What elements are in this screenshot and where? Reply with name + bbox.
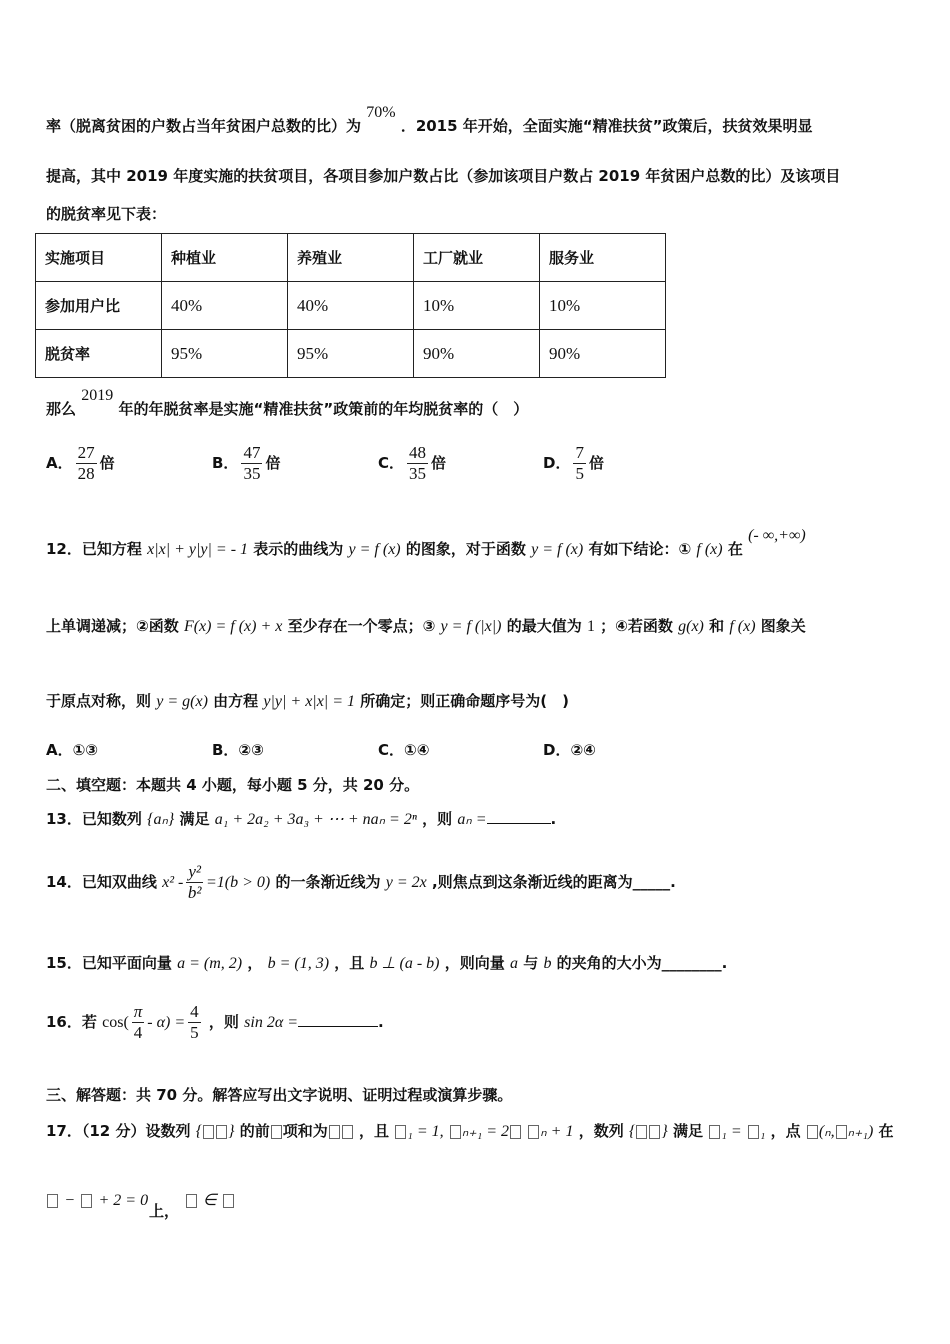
q17-line-1 xyxy=(46,1120,894,1141)
project-table xyxy=(35,233,666,378)
q12-text: 有如下结论：① xyxy=(588,540,692,558)
equation: b xyxy=(543,955,552,972)
equation: ₙ₊₁) xyxy=(847,1123,874,1140)
table-cell: 40% xyxy=(288,282,414,330)
fraction xyxy=(188,1002,201,1043)
equation: g(x) xyxy=(678,618,704,635)
q13-text: 13．已知数列 xyxy=(46,810,142,828)
option-label: C． xyxy=(378,454,405,472)
q11-option-c[interactable] xyxy=(378,443,446,484)
numerator: y² xyxy=(188,862,201,881)
option-unit: 倍 xyxy=(265,454,281,472)
fraction xyxy=(407,443,428,484)
q15-text: ，且 xyxy=(334,954,365,972)
equation: b ⊥ (a - b) xyxy=(369,955,440,972)
answer-blank[interactable] xyxy=(487,811,551,824)
intro-line-2: 提高，其中 2019 年度实施的扶贫项目，各项目参加户数占比（参加该项目户数占 2019 年贫困户总数的比）及该项目 xyxy=(46,167,841,185)
q13-text: . xyxy=(550,810,557,828)
table-cell: 40% xyxy=(162,282,288,330)
year-2019: 2019 xyxy=(81,387,114,404)
interval: (- ∞,+∞) xyxy=(748,527,806,544)
equation: a = (m, 2) xyxy=(177,955,243,972)
equation: + 2 = 0 xyxy=(98,1192,149,1209)
missing-glyph xyxy=(81,1194,92,1208)
section-2-heading: 二、填空题：本题共 4 小题，每小题 5 分，共 20 分。 xyxy=(46,776,420,794)
seq-b-symbol: { } xyxy=(628,1123,668,1140)
q16-text: 16．若 xyxy=(46,1013,97,1031)
q17-line-2-end: 上， xyxy=(149,1202,180,1220)
numerator: 27 xyxy=(77,443,95,462)
table-row xyxy=(36,282,666,330)
equation: a xyxy=(509,955,518,972)
missing-glyph xyxy=(709,1125,720,1139)
fraction xyxy=(573,443,586,484)
numerator: 47 xyxy=(243,443,261,462)
equation: y = f (x) xyxy=(348,541,401,558)
missing-glyph xyxy=(203,1125,214,1139)
missing-glyph xyxy=(510,1125,521,1139)
missing-glyph xyxy=(450,1125,461,1139)
missing-glyph xyxy=(649,1125,660,1139)
missing-glyph xyxy=(271,1125,282,1139)
q12-line-3 xyxy=(46,690,569,711)
option-label: B． xyxy=(212,454,239,472)
equation: - α) = xyxy=(147,1014,186,1031)
denominator: 35 xyxy=(243,464,261,483)
equation: b = (1, 3) xyxy=(267,955,330,972)
fraction xyxy=(132,1002,145,1043)
missing-glyph xyxy=(329,1125,340,1139)
equation: ₙ + 1 xyxy=(540,1123,574,1140)
q12-text: 表示的曲线为 xyxy=(253,540,344,558)
table-cell: 90% xyxy=(414,330,540,378)
q11-option-a[interactable] xyxy=(46,443,115,484)
denominator: b² xyxy=(187,883,202,902)
q17-text: 满足 xyxy=(673,1122,704,1140)
q13 xyxy=(46,808,556,829)
q11-option-b[interactable] xyxy=(212,443,280,484)
q12-text: 所确定；则正确命题序号为( ) xyxy=(360,692,569,710)
q17-text: 在 xyxy=(878,1122,894,1140)
numerator: π xyxy=(133,1002,143,1021)
equation: cos( xyxy=(102,1014,129,1031)
intro-line-1 xyxy=(46,104,813,136)
q12-text: 12．已知方程 xyxy=(46,540,142,558)
q16 xyxy=(46,1002,384,1043)
missing-glyph xyxy=(342,1125,353,1139)
table-header-cell: 服务业 xyxy=(540,234,666,282)
equation: sin 2α = xyxy=(244,1014,299,1031)
equation: − xyxy=(64,1192,76,1209)
equation: x|x| + y|y| = - 1 xyxy=(147,541,249,558)
numerator: 48 xyxy=(409,443,427,462)
q17-text: ，数列 xyxy=(578,1122,624,1140)
q15-text: 的夹角的大小为________. xyxy=(556,954,728,972)
missing-glyph xyxy=(216,1125,227,1139)
option-label: A． xyxy=(46,454,73,472)
numerator: 4 xyxy=(190,1002,199,1021)
equation: ₙ₊₁ = 2 xyxy=(461,1123,510,1140)
equation: ₁ = 1, xyxy=(407,1123,444,1140)
denominator: 28 xyxy=(77,464,95,483)
table-cell: 90% xyxy=(540,330,666,378)
equation: y = 2x xyxy=(385,874,427,891)
q11-text: 那么 xyxy=(46,400,77,418)
intro-text: ．2015 年开始，全面实施“精准扶贫”政策后，扶贫效果明显 xyxy=(400,117,813,135)
table-cell: 10% xyxy=(540,282,666,330)
q16-text: ，则 xyxy=(208,1013,239,1031)
table-header-row xyxy=(36,234,666,282)
denominator: 4 xyxy=(133,1023,143,1042)
q11-stem xyxy=(46,387,529,419)
option-unit: 倍 xyxy=(431,454,447,472)
table-cell: 95% xyxy=(288,330,414,378)
equation: ₁ = xyxy=(721,1123,742,1140)
equation: {aₙ} xyxy=(147,811,175,828)
denominator: 5 xyxy=(190,1023,199,1042)
q14 xyxy=(46,862,676,903)
section-3-heading: 三、解答题：共 70 分。解答应写出文字说明、证明过程或演算步骤。 xyxy=(46,1086,513,1104)
q12-option-a[interactable]: A．①③ xyxy=(46,741,99,759)
q14-text: ,则焦点到这条渐近线的距离为_____. xyxy=(431,873,676,891)
q12-text: 上单调递减；②函数 xyxy=(46,617,179,635)
table-cell: 10% xyxy=(414,282,540,330)
missing-glyph xyxy=(807,1125,818,1139)
q17-text: 的前 xyxy=(239,1122,270,1140)
q15-text: 15．已知平面向量 xyxy=(46,954,172,972)
q12-line-1 xyxy=(46,527,806,559)
denominator: 35 xyxy=(409,464,427,483)
q12-text: 的最大值为 xyxy=(506,617,582,635)
table-header-cell: 实施项目 xyxy=(36,234,162,282)
equation: aₙ = xyxy=(457,811,487,828)
q17-line-2 xyxy=(46,1190,235,1210)
q12-text: ；④若函数 xyxy=(600,617,673,635)
q17-text: ，点 xyxy=(770,1122,801,1140)
intro-line-3: 的脱贫率见下表： xyxy=(46,205,167,223)
equation: f (x) xyxy=(696,541,723,558)
fraction xyxy=(76,443,97,484)
missing-glyph xyxy=(223,1194,234,1208)
missing-glyph xyxy=(528,1125,539,1139)
rate-70: 70% xyxy=(366,104,396,121)
q15-text: 与 xyxy=(523,954,539,972)
denominator: 5 xyxy=(575,464,584,483)
option-label: D． xyxy=(543,454,571,472)
option-unit: 倍 xyxy=(99,454,115,472)
equation: ∈ xyxy=(202,1192,217,1209)
q15-text: ， xyxy=(247,954,263,972)
table-row-label: 脱贫率 xyxy=(36,330,162,378)
q16-text: . xyxy=(378,1013,384,1031)
equation: a₁ + 2a₂ + 3a₃ + ⋯ + naₙ = 2ⁿ xyxy=(214,811,417,828)
q12-text: 的图象，对于函数 xyxy=(405,540,526,558)
q12-text: 由方程 xyxy=(213,692,259,710)
table-row-label: 参加用户比 xyxy=(36,282,162,330)
q12-text: 和 xyxy=(709,617,725,635)
equation: y = f (x) xyxy=(531,541,584,558)
equation: y|y| + x|x| = 1 xyxy=(263,693,355,710)
fraction xyxy=(241,443,262,484)
q15-text: ，则向量 xyxy=(444,954,505,972)
q12-text: 图象关 xyxy=(760,617,806,635)
table-header-cell: 养殖业 xyxy=(288,234,414,282)
seq-a-symbol: { } xyxy=(195,1123,235,1140)
q12-option-b[interactable]: B．②③ xyxy=(212,741,264,759)
q15 xyxy=(46,952,727,973)
table-header-cell: 工厂就业 xyxy=(414,234,540,282)
q12-option-d[interactable]: D．②④ xyxy=(543,741,596,759)
q12-option-c[interactable]: C．①④ xyxy=(378,741,430,759)
q14-text: 的一条渐近线为 xyxy=(275,873,381,891)
q12-text: 于原点对称，则 xyxy=(46,692,152,710)
table-row xyxy=(36,330,666,378)
intro-text: 率（脱离贫困的户数占当年贫困户总数的比）为 xyxy=(46,117,362,135)
q12-text: 至少存在一个零点；③ xyxy=(287,617,436,635)
answer-blank[interactable] xyxy=(298,1014,378,1027)
q12-line-2 xyxy=(46,615,806,636)
number: 1 xyxy=(586,618,595,635)
q12-text: 在 xyxy=(727,540,743,558)
q14-text: 14．已知双曲线 xyxy=(46,873,157,891)
missing-glyph xyxy=(836,1125,847,1139)
q17-text: 项和为 xyxy=(282,1122,328,1140)
equation: f (x) xyxy=(729,618,756,635)
q11-option-d[interactable] xyxy=(543,443,604,484)
missing-glyph xyxy=(186,1194,197,1208)
equation: y = f (|x|) xyxy=(440,618,502,635)
option-unit: 倍 xyxy=(588,454,604,472)
q13-text: ，则 xyxy=(422,810,453,828)
missing-glyph xyxy=(395,1125,406,1139)
equation: ₁ xyxy=(759,1123,766,1140)
q11-text: 年的年脱贫率是实施“精准扶贫”政策前的年均脱贫率的（ ） xyxy=(118,400,529,418)
missing-glyph xyxy=(636,1125,647,1139)
equation: (ₙ, xyxy=(818,1123,835,1140)
q13-text: 满足 xyxy=(179,810,210,828)
q17-text: ，且 xyxy=(359,1122,390,1140)
equation: x² - xyxy=(162,874,184,891)
missing-glyph xyxy=(748,1125,759,1139)
fraction xyxy=(186,862,203,903)
missing-glyph xyxy=(47,1194,58,1208)
q17-text: 17．（12 分）设数列 xyxy=(46,1122,191,1140)
numerator: 7 xyxy=(575,443,584,462)
equation: y = g(x) xyxy=(156,693,208,710)
table-header-cell: 种植业 xyxy=(162,234,288,282)
equation: =1(b > 0) xyxy=(206,874,271,891)
equation: F(x) = f (x) + x xyxy=(183,618,283,635)
table-cell: 95% xyxy=(162,330,288,378)
